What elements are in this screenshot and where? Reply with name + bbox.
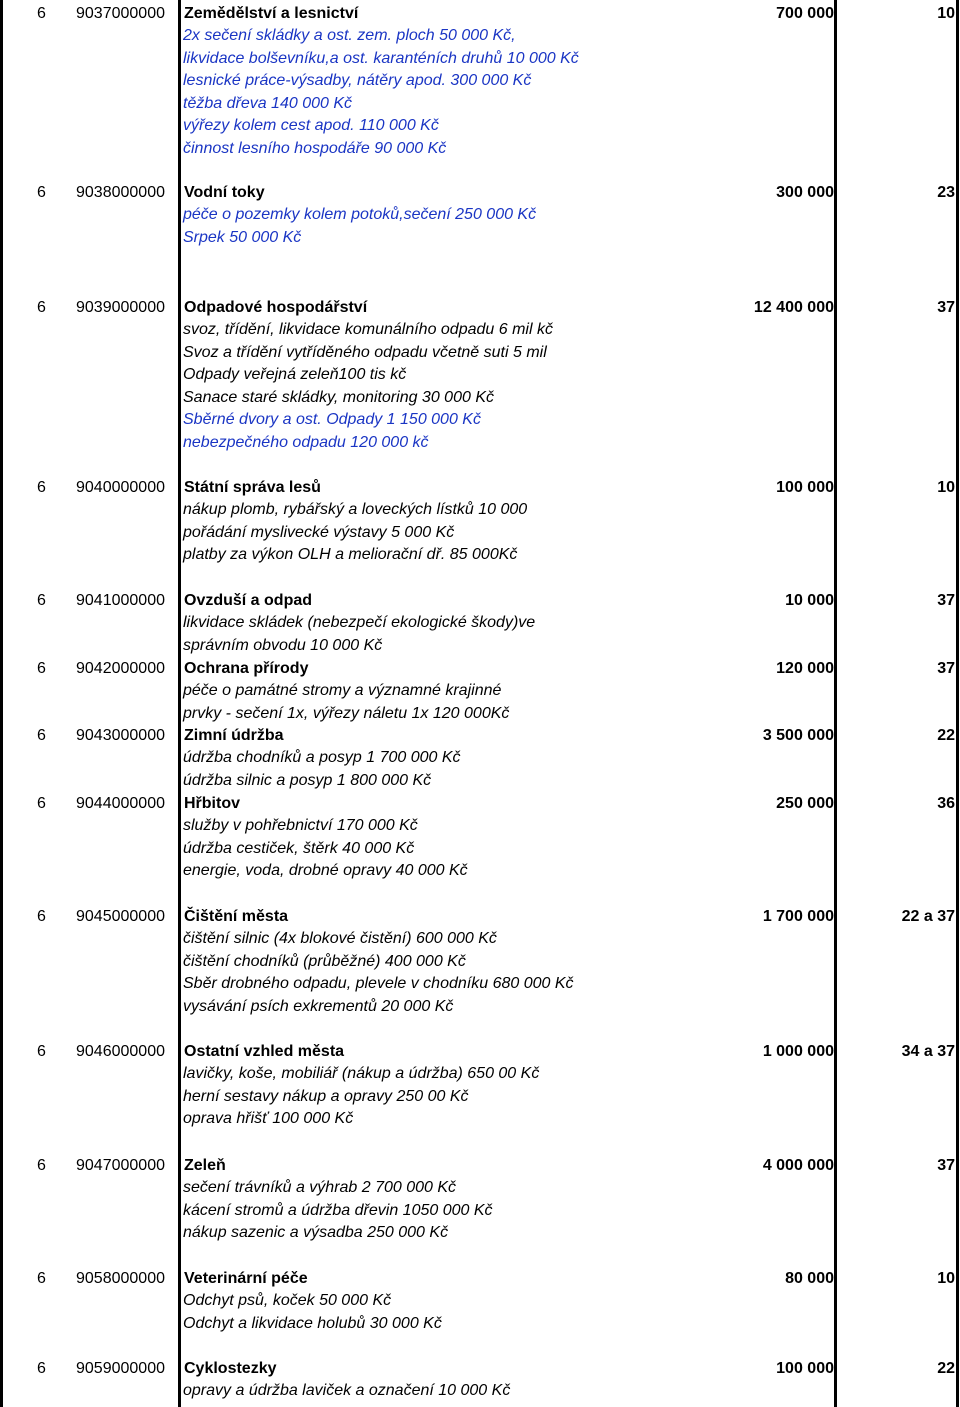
item-code: 9044000000 — [76, 795, 165, 812]
detail-line: Odchyt psů, koček 50 000 Kč — [183, 1292, 392, 1309]
table-border-left — [0, 0, 3, 1407]
detail-line: činnost lesního hospodáře 90 000 Kč — [183, 139, 447, 157]
item-amount: 700 000 — [776, 5, 834, 22]
detail-line: likvidace bolševníku,a ost. karanténích druhů 10 000 Kč — [183, 49, 579, 67]
item-name: Ovzduší a odpad — [184, 592, 313, 609]
item-amount: 3 500 000 — [762, 727, 834, 744]
detail-line: 2x sečení skládky a ost. zem. ploch 50 000 Kč, — [183, 27, 516, 44]
detail-line: těžba dřeva 140 000 Kč — [183, 94, 353, 112]
detail-line: péče o památné stromy a významné krajinné — [183, 682, 502, 699]
detail-line: údržba chodníků a posyp 1 700 000 Kč — [183, 749, 461, 766]
chapter-number: 6 — [37, 1360, 46, 1377]
item-name: Zimní údržba — [184, 727, 284, 744]
item-code: 9039000000 — [76, 299, 165, 316]
item-paragraph: 22 — [937, 1360, 955, 1377]
item-paragraph: 37 — [937, 660, 955, 677]
item-amount: 100 000 — [776, 479, 834, 496]
item-amount: 80 000 — [785, 1270, 834, 1287]
detail-line: čištění chodníků (průběžné) 400 000 Kč — [183, 952, 466, 970]
chapter-number: 6 — [37, 1157, 46, 1174]
detail-line: likvidace skládek (nebezpečí ekologické škody)ve — [183, 614, 536, 631]
detail-line: nákup sazenic a výsadba 250 000 Kč — [183, 1224, 449, 1242]
detail-line: Srpek 50 000 Kč — [183, 228, 302, 246]
detail-line: údržba silnic a posyp 1 800 000 Kč — [183, 771, 432, 789]
item-name: Hřbitov — [184, 795, 240, 812]
item-paragraph: 37 — [937, 299, 955, 316]
item-amount: 120 000 — [776, 660, 834, 677]
detail-line: opravy a údržba laviček a označení 10 000 Kč — [183, 1382, 511, 1399]
item-details — [183, 1063, 539, 1131]
detail-line: Svoz a třídění vytříděného odpadu včetně suti 5 mil — [183, 343, 547, 361]
chapter-number: 6 — [37, 184, 46, 201]
chapter-number: 6 — [37, 299, 46, 316]
item-code: 9040000000 — [76, 479, 165, 496]
detail-line: platby za výkon OLH a meliorační dř. 85 000Kč — [183, 546, 518, 564]
item-name: Ostatní vzhled města — [184, 1043, 345, 1060]
detail-line: služby v pohřebnictví 170 000 Kč — [183, 817, 418, 834]
detail-line: lavičky, koše, mobiliář (nákup a údržba) 650 00 Kč — [183, 1065, 540, 1082]
item-details — [183, 1380, 510, 1403]
chapter-number: 6 — [37, 660, 46, 677]
item-details — [183, 928, 574, 1018]
detail-line: svoz, třídění, likvidace komunálního odpadu 6 mil kč — [183, 321, 553, 338]
detail-line: Sběr drobného odpadu, plevele v chodníku 680 000 Kč — [183, 975, 574, 993]
item-amount: 250 000 — [776, 795, 834, 812]
item-name: Odpadové hospodářství — [184, 299, 368, 316]
item-name: Veterinární péče — [184, 1270, 308, 1287]
chapter-number: 6 — [37, 479, 46, 496]
detail-line: údržba cestiček, štěrk 40 000 Kč — [183, 839, 415, 857]
item-amount: 1 700 000 — [762, 908, 834, 925]
detail-line: oprava hřišť 100 000 Kč — [183, 1110, 354, 1128]
detail-line: čištění silnic (4x blokové čistění) 600 000 Kč — [183, 930, 497, 947]
chapter-number: 6 — [37, 592, 46, 609]
detail-line: správním obvodu 10 000 Kč — [183, 636, 383, 654]
item-paragraph: 10 — [937, 1270, 955, 1287]
item-name: Cyklostezky — [184, 1360, 277, 1377]
item-paragraph: 22 — [937, 727, 955, 744]
chapter-number: 6 — [37, 795, 46, 812]
detail-line: kácení stromů a údržba dřevin 1050 000 Kč — [183, 1201, 493, 1219]
item-amount: 100 000 — [776, 1360, 834, 1377]
detail-line: Sběrné dvory a ost. Odpady 1 150 000 Kč — [183, 411, 481, 429]
item-amount: 1 000 000 — [762, 1043, 834, 1060]
detail-line: vysávání psích exkrementů 20 000 Kč — [183, 997, 454, 1015]
column-divider-code — [178, 0, 181, 1407]
chapter-number: 6 — [37, 908, 46, 925]
detail-line: sečení trávníků a výhrab 2 700 000 Kč — [183, 1179, 457, 1196]
item-paragraph: 22 a 37 — [901, 908, 955, 925]
item-details — [183, 612, 535, 657]
detail-line: energie, voda, drobné opravy 40 000 Kč — [183, 862, 468, 880]
detail-line: nákup plomb, rybářský a loveckých lístků 10 000 — [183, 501, 528, 518]
item-code: 9037000000 — [76, 5, 165, 22]
item-name: Ochrana přírody — [184, 660, 309, 677]
item-code: 9041000000 — [76, 592, 165, 609]
table-border-right — [956, 0, 959, 1407]
item-details — [183, 1290, 442, 1335]
chapter-number: 6 — [37, 5, 46, 22]
column-divider-amount — [834, 0, 837, 1407]
item-amount: 12 400 000 — [753, 299, 834, 316]
item-details — [183, 1177, 493, 1245]
item-name: Zeleň — [184, 1157, 226, 1174]
detail-line: pořádání myslivecké výstavy 5 000 Kč — [183, 523, 455, 541]
item-name: Zemědělství a lesnictví — [184, 5, 359, 22]
chapter-number: 6 — [37, 727, 46, 744]
detail-line: nebezpečného odpadu 120 000 kč — [183, 433, 429, 451]
detail-line: prvky - sečení 1x, výřezy náletu 1x 120 000Kč — [183, 704, 510, 722]
chapter-number: 6 — [37, 1043, 46, 1060]
item-paragraph: 23 — [937, 184, 955, 201]
item-paragraph: 34 a 37 — [901, 1043, 955, 1060]
detail-line: Odchyt a likvidace holubů 30 000 Kč — [183, 1314, 442, 1332]
detail-line: lesnické práce-výsadby, nátěry apod. 300 000 Kč — [183, 72, 532, 90]
item-code: 9058000000 — [76, 1270, 165, 1287]
item-details — [183, 319, 553, 455]
detail-line: péče o pozemky kolem potoků,sečení 250 000 Kč — [183, 206, 537, 223]
detail-line: herní sestavy nákup a opravy 250 00 Kč — [183, 1087, 469, 1105]
item-name: Čištění města — [184, 908, 289, 925]
item-details — [183, 499, 527, 567]
item-paragraph: 10 — [937, 5, 955, 22]
item-details — [183, 680, 509, 725]
item-paragraph: 37 — [937, 1157, 955, 1174]
item-details — [183, 25, 579, 161]
detail-line: výřezy kolem cest apod. 110 000 Kč — [183, 117, 439, 135]
item-code: 9043000000 — [76, 727, 165, 744]
item-details — [183, 815, 468, 883]
item-code: 9042000000 — [76, 660, 165, 677]
item-name: Státní správa lesů — [184, 479, 321, 496]
item-code: 9038000000 — [76, 184, 165, 201]
item-paragraph: 36 — [937, 795, 955, 812]
item-amount: 10 000 — [785, 592, 834, 609]
item-code: 9046000000 — [76, 1043, 165, 1060]
item-amount: 300 000 — [776, 184, 834, 201]
item-details — [183, 747, 461, 792]
item-code: 9045000000 — [76, 908, 165, 925]
item-amount: 4 000 000 — [762, 1157, 834, 1174]
detail-line: Odpady veřejná zeleň100 tis kč — [183, 366, 407, 384]
chapter-number: 6 — [37, 1270, 46, 1287]
item-paragraph: 37 — [937, 592, 955, 609]
item-code: 9059000000 — [76, 1360, 165, 1377]
detail-line: Sanace staré skládky, monitoring 30 000 Kč — [183, 388, 494, 406]
item-details — [183, 204, 536, 249]
item-code: 9047000000 — [76, 1157, 165, 1174]
item-name: Vodní toky — [184, 184, 265, 201]
item-paragraph: 10 — [937, 479, 955, 496]
